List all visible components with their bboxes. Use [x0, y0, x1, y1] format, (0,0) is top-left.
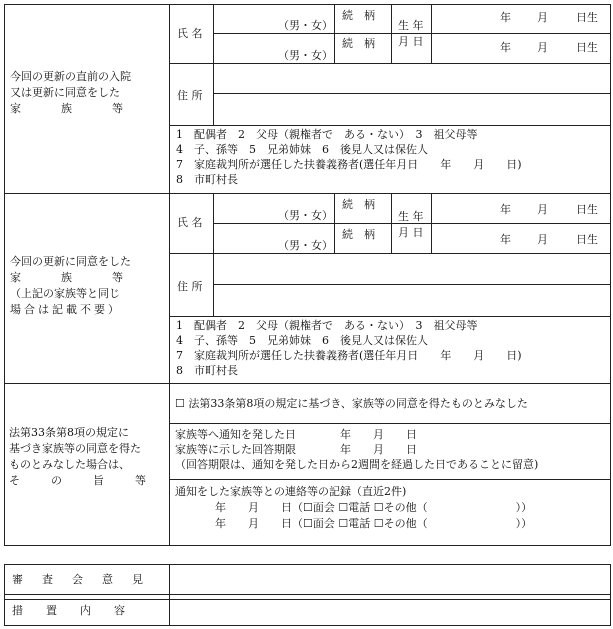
address-label: 住 所: [177, 280, 203, 293]
birthdate-field[interactable]: [500, 203, 598, 216]
option-line: 8 市町村長: [176, 364, 238, 377]
measure-field[interactable]: [172, 597, 608, 622]
day-text: 日生: [576, 203, 598, 216]
month-text: 月: [537, 41, 548, 54]
relation-label: 続 柄: [342, 228, 375, 241]
section2-title-line: 今回の更新に同意をした: [10, 255, 131, 268]
address-label: 住 所: [177, 89, 203, 102]
gender-field[interactable]: （男・女）: [278, 239, 333, 252]
name-label: 氏 名: [177, 27, 203, 40]
section1-title-line: 又は更新に同意をした: [10, 86, 120, 99]
contact-record-row[interactable]: 年 月 日（☐面会 ☐電話 ☐その他（ ））: [215, 517, 533, 530]
notice-line: （回答期限は、通知を発した日から2週間を経過した日であることに留意): [175, 458, 539, 471]
section2-options: [176, 319, 522, 377]
year-text: 年: [500, 41, 511, 54]
year-text: 年: [500, 233, 511, 246]
day-text: 日生: [576, 233, 598, 246]
option-line: 7 家庭裁判所が選任した扶養義務者(選任年月日 年 月 日): [176, 158, 522, 171]
section2-title-line: 場合は記載不要）: [10, 303, 122, 316]
option-line: 4 子、孫等 5 兄弟姉妹 6 後見人又は保佐人: [176, 143, 428, 156]
section1-options: [176, 128, 522, 186]
year-text: 年: [500, 11, 511, 24]
section3-title-line: そ の 旨 等: [9, 474, 149, 487]
deemed-consent-checkbox[interactable]: ☐ 法第33条第8項の規定に基づき、家族等の同意を得たものとみなした: [175, 397, 528, 410]
section1-title-line: 今回の更新の直前の入院: [10, 70, 131, 83]
name-label: 氏 名: [177, 216, 203, 229]
birth-label: 月 日: [398, 226, 424, 239]
contact-record-row[interactable]: 年 月 日（☐面会 ☐電話 ☐その他（ ））: [215, 501, 533, 514]
gender-field[interactable]: （男・女）: [278, 209, 333, 222]
day-text: 日生: [576, 11, 598, 24]
birthdate-field[interactable]: [500, 41, 598, 54]
gender-field[interactable]: （男・女）: [278, 19, 333, 32]
review-opinion-field[interactable]: [172, 567, 608, 592]
section2-title: [10, 255, 162, 316]
month-text: 月: [537, 11, 548, 24]
section3-title-line: ものとみなした場合は、: [9, 458, 130, 471]
option-line: 1 配偶者 2 父母（親権者で ある・ない） 3 祖父母等: [176, 319, 478, 332]
contact-record-title: 通知をした家族等との連絡等の記録（直近2件): [175, 485, 407, 498]
review-opinion-label: 審 査 会 意 見: [12, 573, 147, 586]
relation-label: 続 柄: [342, 198, 375, 211]
option-line: 1 配偶者 2 父母（親権者で ある・ない） 3 祖父母等: [176, 128, 478, 141]
section1-title-line: 家 族 等: [10, 102, 129, 115]
birth-label: 生 年: [398, 210, 424, 223]
day-text: 日生: [576, 41, 598, 54]
birthdate-field[interactable]: [500, 11, 598, 24]
section3-title-line: 法第33条第8項の規定に: [9, 426, 129, 439]
relation-label: 続 柄: [342, 37, 375, 50]
section3-title-line: 基づき家族等の同意を得た: [9, 442, 141, 455]
section3-title: [9, 426, 164, 487]
notice-info: [175, 428, 538, 471]
notice-line: 家族等へ通知を発した日 年 月 日: [175, 428, 417, 441]
birth-label: 生 年: [398, 19, 424, 32]
option-line: 8 市町村長: [176, 173, 238, 186]
year-text: 年: [500, 203, 511, 216]
notice-line: 家族等に示した回答期限 年 月 日: [175, 443, 417, 456]
month-text: 月: [537, 233, 548, 246]
option-line: 4 子、孫等 5 兄弟姉妹 6 後見人又は保佐人: [176, 334, 428, 347]
birthdate-field[interactable]: [500, 233, 598, 246]
section2-title-line: （上記の家族等と同じ: [10, 287, 120, 300]
section1-title: [10, 70, 162, 115]
birth-label: 月 日: [398, 35, 424, 48]
gender-field[interactable]: （男・女）: [278, 49, 333, 62]
option-line: 7 家庭裁判所が選任した扶養義務者(選任年月日 年 月 日): [176, 349, 522, 362]
relation-label: 続 柄: [342, 9, 375, 22]
section2-title-line: 家 族 等: [10, 271, 129, 284]
measure-label: 措 置 内 容: [12, 604, 131, 617]
month-text: 月: [537, 203, 548, 216]
